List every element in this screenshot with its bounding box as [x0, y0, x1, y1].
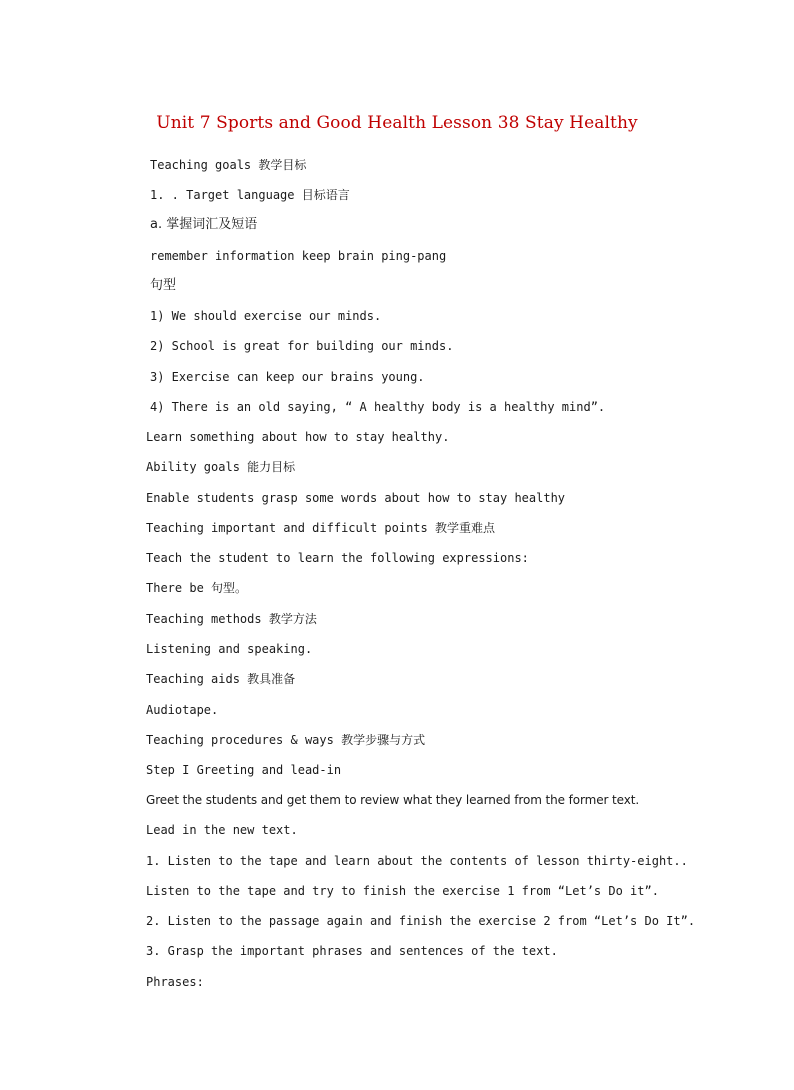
teaching-aids-text: Audiotape. — [146, 703, 219, 717]
teaching-aids-heading: Teaching aids 教具准备 — [146, 672, 296, 686]
sentence-2: 2) School is great for building our minds. — [150, 339, 454, 353]
learn-line: Learn something about how to stay healthy. — [146, 430, 450, 444]
important-points-heading: Teaching important and difficult points 教学重难点 — [146, 521, 495, 535]
procedure-2: 2. Listen to the passage again and finish the exercise 2 from “Let’s Do It”. — [146, 914, 696, 928]
ability-goals-text: Enable students grasp some words about how to stay healthy — [146, 491, 566, 505]
teaching-methods-heading: Teaching methods 教学方法 — [146, 612, 317, 626]
ability-goals-heading: Ability goals 能力目标 — [146, 460, 296, 474]
phrases-heading: Phrases: — [146, 975, 204, 989]
vocabulary-heading: a. 掌握词汇及短语 — [150, 217, 258, 232]
sentence-4: 4) There is an old saying, “ A healthy body is a healthy mind”. — [150, 400, 606, 414]
teaching-procedures-heading: Teaching procedures & ways 教学步骤与方式 — [146, 733, 426, 747]
greet-line: Greet the students and get them to review what they learned from the former text. — [146, 793, 640, 807]
procedure-1: 1. Listen to the tape and learn about the contents of lesson thirty-eight.. — [146, 854, 688, 868]
target-language-heading: 1. . Target language 目标语言 — [150, 188, 350, 202]
teaching-goals-heading: Teaching goals 教学目标 — [150, 158, 307, 172]
important-points-text: Teach the student to learn the following expressions: — [146, 551, 529, 565]
procedure-1b: Listen to the tape and try to finish the exercise 1 from “Let’s Do it”. — [146, 884, 659, 898]
sentence-1: 1) We should exercise our minds. — [150, 309, 382, 323]
there-be-line: There be 句型。 — [146, 581, 248, 595]
sentence-3: 3) Exercise can keep our brains young. — [150, 370, 425, 384]
page-title: Unit 7 Sports and Good Health Lesson 38 Stay Healthy — [156, 113, 638, 133]
step-1-heading: Step I Greeting and lead-in — [146, 763, 342, 777]
sentence-patterns-heading: 句型 — [150, 278, 177, 293]
vocabulary-list: remember information keep brain ping-pang — [150, 249, 447, 263]
teaching-methods-text: Listening and speaking. — [146, 642, 313, 656]
lead-in-line: Lead in the new text. — [146, 823, 298, 837]
procedure-3: 3. Grasp the important phrases and sentences of the text. — [146, 944, 558, 958]
